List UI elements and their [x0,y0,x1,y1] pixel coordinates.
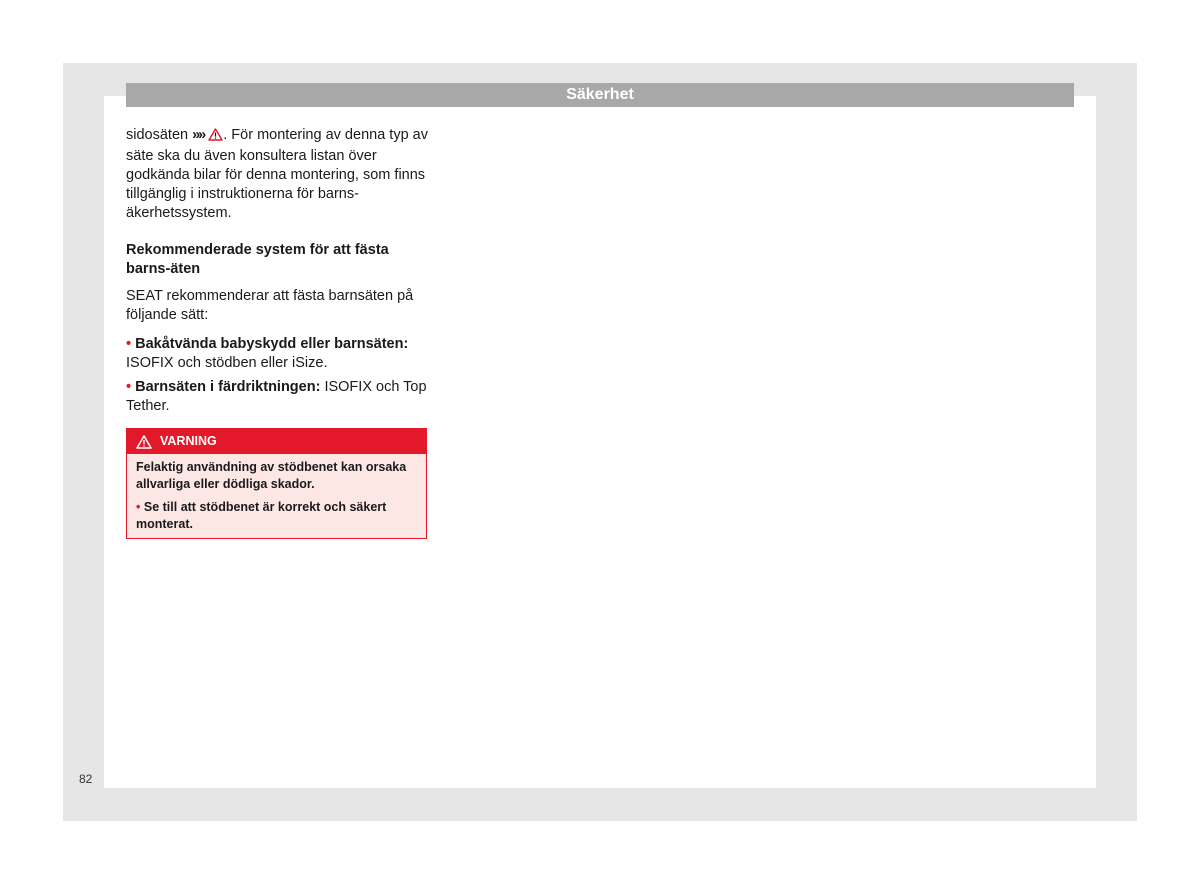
warning-bullet [136,499,417,533]
warning-triangle-icon [136,435,152,449]
intro-text-before: sidosäten [126,127,189,143]
recommendation-paragraph: SEAT rekommenderar att fästa barnsäten på följande sätt: [126,288,414,323]
bullet-label: Barnsäten i färdriktningen: [135,379,321,395]
bullet-dot-icon: • [136,500,141,514]
bullet-label: Bakåtvända babyskydd eller barnsäten: [135,336,409,352]
intro-paragraph [126,126,428,223]
warning-text: Felaktig användning av stödbenet kan orsaka allvarliga eller dödliga skador. [136,460,407,491]
warning-triangle-icon [208,128,223,147]
chevron-reference-icon: »» [192,127,205,143]
page-number: 82 [79,772,93,786]
warning-title: VARNING [160,434,217,448]
bullet-text: ISOFIX och Top Tether. [126,379,427,414]
text-column [126,126,428,421]
list-item [126,335,428,373]
section-header [126,83,1074,107]
bullet-dot-icon: • [126,336,132,352]
warning-body [127,454,426,538]
warning-bullet-text: Se till att stödbenet är korrekt och säkert monterat. [136,500,387,531]
bullet-text: ISOFIX och stödben eller iSize. [126,355,328,371]
section-title: Säkerhet [566,86,634,103]
list-item [126,378,428,416]
warning-header [127,429,426,454]
bullet-dot-icon: • [126,379,132,395]
intro-text-after: . För montering av denna typ av säte ska du även konsultera listan över godkända bilar för denna montering, som finns tillgänglig i instruktionerna för barns-äkerhetssystem. [126,127,428,221]
subheading: Rekommenderade system för att fästa barns-äten [126,242,389,277]
warning-box [126,428,427,539]
